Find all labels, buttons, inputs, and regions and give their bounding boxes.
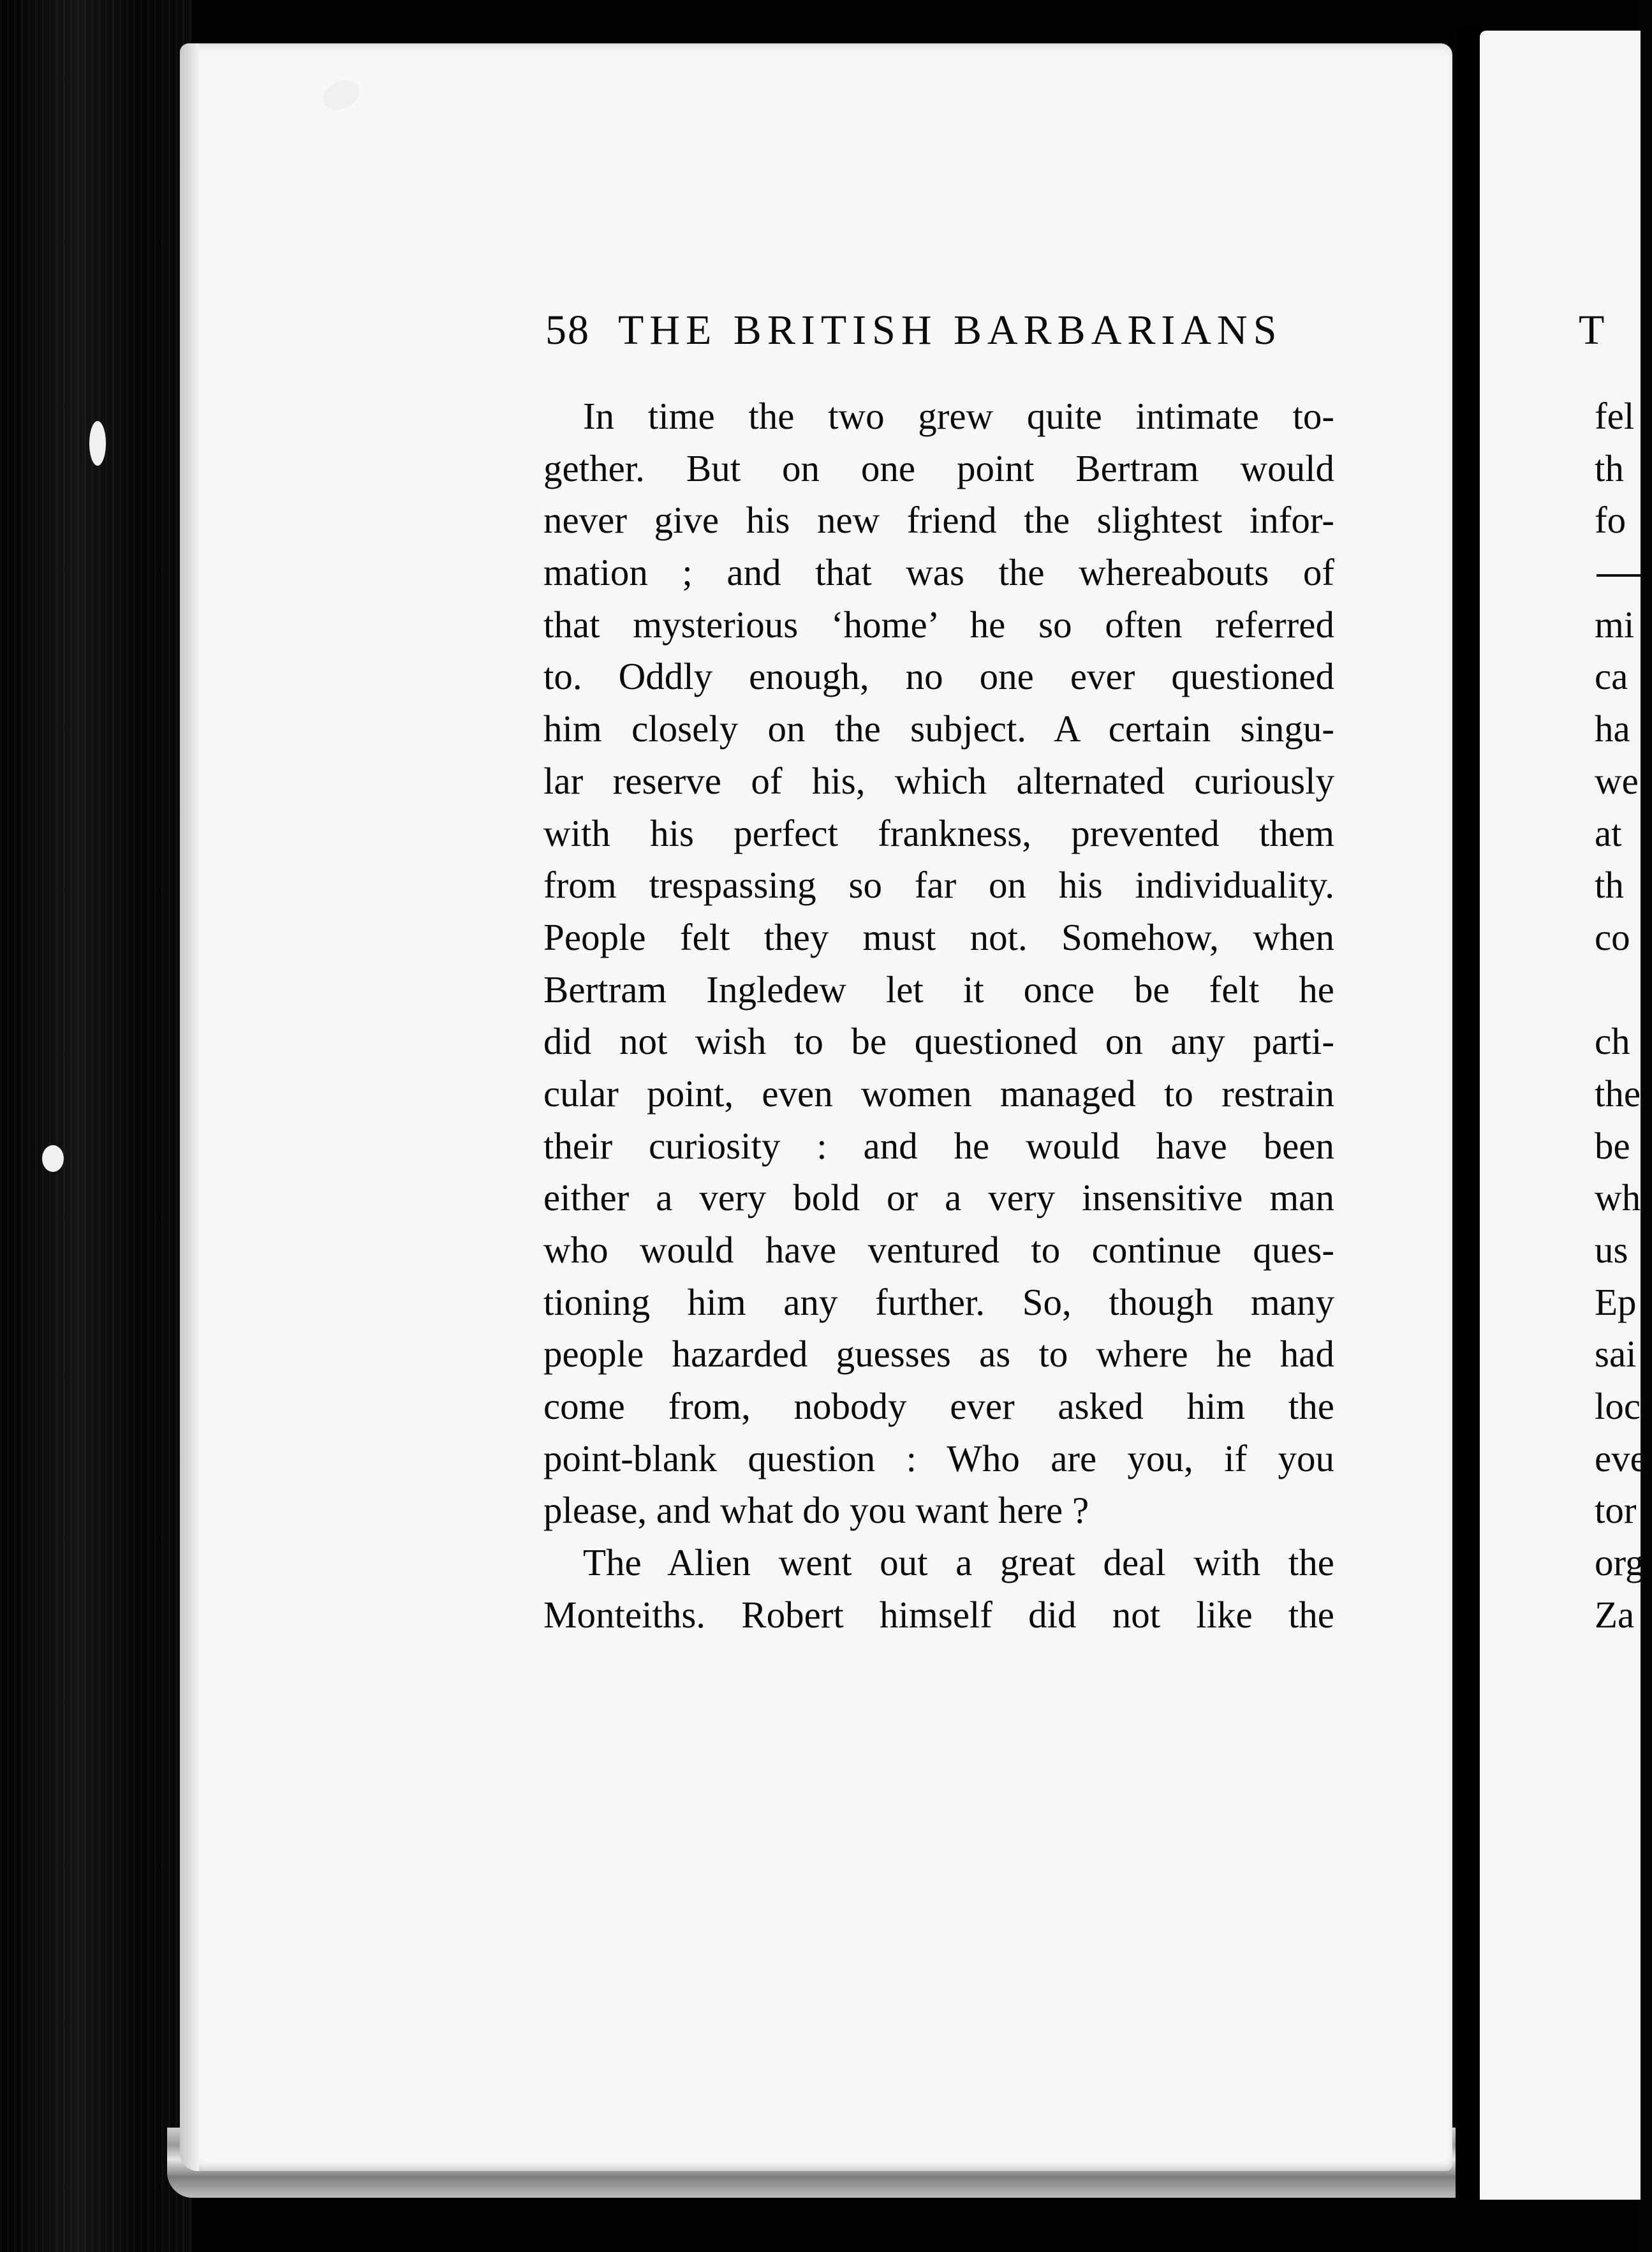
text-line: Bertram Ingledew let it once be felt he: [543, 968, 1334, 1011]
text-line: with his perfect frankness, prevented them: [543, 811, 1334, 854]
facing-line: we: [1595, 759, 1639, 802]
facing-line: be: [1595, 1124, 1630, 1167]
text-line: The Alien went out a great deal with the: [583, 1541, 1334, 1584]
text-line: that mysterious ‘home’ he so often referred: [543, 603, 1334, 646]
text-line: lar reserve of his, which alternated curiously: [543, 759, 1334, 802]
facing-line: org: [1595, 1541, 1644, 1584]
text-line: from trespassing so far on his individuality.: [543, 864, 1334, 907]
facing-line: sai: [1595, 1333, 1637, 1375]
text-line: In time the two grew quite intimate to-: [583, 395, 1334, 437]
facing-page-head: T: [1579, 307, 1605, 353]
facing-line: wh: [1595, 1176, 1641, 1219]
text-line: who would have ventured to continue ques-: [543, 1229, 1334, 1271]
text-line: to. Oddly enough, no one ever questioned: [543, 655, 1334, 698]
paper-speck: [42, 1145, 64, 1172]
book-spine: [0, 0, 191, 2252]
text-line: did not wish to be questioned on any parti-: [543, 1020, 1334, 1063]
facing-line: ca: [1595, 655, 1628, 698]
facing-line: co: [1595, 915, 1630, 958]
facing-line: mi: [1595, 603, 1635, 646]
body-text: [543, 390, 1334, 1641]
facing-line: the: [1595, 1072, 1641, 1115]
paper-speck: [89, 421, 106, 466]
text-line: mation ; and that was the whereabouts of: [543, 551, 1334, 594]
facing-page-text: [1595, 390, 1652, 1641]
facing-line: ch: [1595, 1020, 1630, 1063]
facing-line: tor: [1595, 1489, 1637, 1532]
text-line: tioning him any further. So, though many: [543, 1280, 1334, 1323]
text-line: come from, nobody ever asked him the: [543, 1385, 1334, 1428]
facing-line: ha: [1595, 707, 1630, 750]
text-line: either a very bold or a very insensitive man: [543, 1176, 1334, 1219]
text-line: their curiosity : and he would have been: [543, 1124, 1334, 1167]
text-line: please, and what do you want here ?: [543, 1489, 1089, 1532]
text-line: gether. But on one point Bertram would: [543, 447, 1334, 489]
facing-line: us: [1595, 1229, 1628, 1271]
text-line: People felt they must not. Somehow, when: [543, 915, 1334, 958]
facing-line: eve: [1595, 1437, 1647, 1479]
page-number: 58: [545, 307, 590, 353]
facing-line: [1595, 547, 1652, 599]
facing-line: loc: [1595, 1385, 1641, 1428]
facing-line: fel: [1595, 395, 1635, 437]
text-line: people hazarded guesses as to where he had: [543, 1333, 1334, 1375]
facing-line: fo: [1595, 499, 1626, 542]
text-line: point-blank question : Who are you, if you: [543, 1437, 1334, 1479]
facing-line: [1595, 964, 1652, 1016]
book-gutter: [1456, 26, 1481, 2201]
left-page-edge: [180, 43, 199, 2171]
text-line: him closely on the subject. A certain singu-: [543, 707, 1334, 750]
facing-line: th: [1595, 447, 1624, 489]
running-head-title: THE BRITISH BARBARIANS: [618, 307, 1283, 353]
text-line: never give his new friend the slightest infor-: [543, 499, 1334, 542]
running-head: [545, 305, 1311, 356]
facing-line: Za: [1595, 1593, 1635, 1636]
text-line: Monteiths. Robert himself did not like the: [543, 1593, 1334, 1636]
facing-line: at: [1595, 811, 1622, 854]
facing-line: Ep: [1595, 1280, 1637, 1323]
text-line: cular point, even women managed to restrain: [543, 1072, 1334, 1115]
facing-line: th: [1595, 864, 1624, 907]
